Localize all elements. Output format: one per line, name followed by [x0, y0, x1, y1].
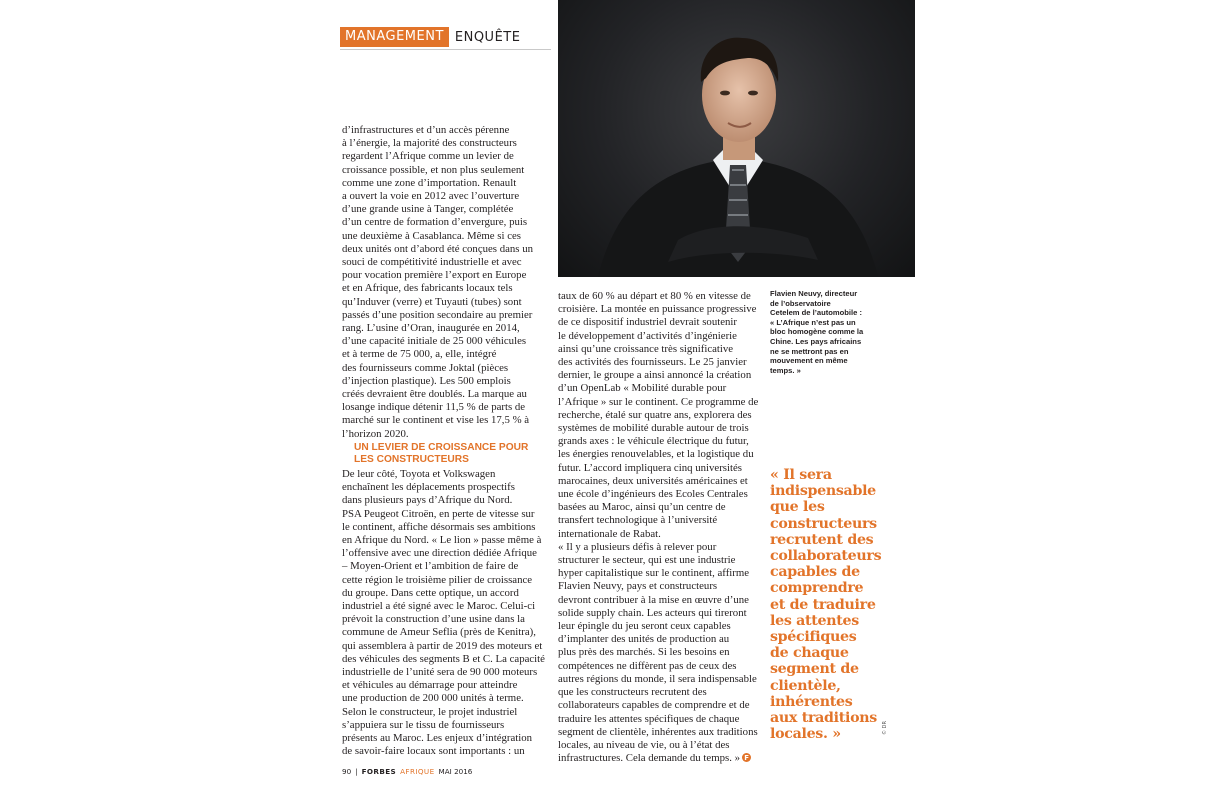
photo-credit: © DR: [882, 721, 888, 735]
section-tag: MANAGEMENT: [340, 27, 449, 47]
pull-quote: « Il sera indispensable que les constructeurs recrutent des collaborateurs capables de comprendre et de traduire les attentes spécifiques de chaque segment de clientèle, inhérentes aux traditions locales. »: [770, 467, 882, 743]
article-column-1-bottom: De leur côté, Toyota et Volkswagen enchaînent les déplacements prospectifs dans plusieurs pays d’Afrique du Nord. PSA Peugeot Citroën, en perte de vitesse sur le continent, affiche désormais ses ambitions en Afrique du Nord. « Le lion » passe même à l’offensive avec une direction dédiée Afrique – Moyen-Orient et l’ambition de faire de cette région le troisième pilier de croissance du groupe. Dans cette optique, un accord industriel a été signé avec le Maroc. Celui-ci prévoit la construction d’une usine dans la commune de Ameur Seflia (près de Kenitra), qui assemblera à partir de 2019 des moteurs et des véhicules des segments B et C. La capacité industrielle de l’unité sera de 90 000 moteurs et véhicules au démarrage pour atteindre une production de 200 000 unités à terme. Selon le constructeur, le projet industriel s’appuiera sur le tissu de fournisseurs présents au Maroc. Les enjeux d’intégration de savoir-faire locaux sont importants : un: [342, 468, 545, 758]
article-column-1-top: d’infrastructures et d’un accès pérenne à l’énergie, la majorité des constructeurs regardent l’Afrique comme un levier de croissance possible, et non plus seulement comme une zone d’importation. Renault a ouvert la voie en 2012 avec l’ouverture d’une grande usine à Tanger, complétée d’un centre de formation d’envergure, puis une deuxième à Casablanca. Même si ces deux unités ont d’abord été conçues dans un souci de compétitivité industrielle et avec pour vocation première l’export en Europe et en Afrique, des fabricants locaux tels qu’Induver (verre) et Tuyauti (tubes) sont passés d’une position secondaire au premier rang. L’usine d’Oran, inaugurée en 2014, d’une capacité initiale de 25 000 véhicules et à terme de 75 000, a, elle, intégré des fournisseurs comme Joktal (pièces d’injection plastique). Les 500 emplois créés devraient être doublés. La marque au losange indique détenir 11,5 % de parts de marché sur le continent et vise les 17,5 % à l’horizon 2020.: [342, 124, 533, 440]
section-kicker: ENQUÊTE: [454, 29, 521, 45]
article-column-2-text: taux de 60 % au départ et 80 % en vitesse de croisière. La montée en puissance progressive de ce dispositif industriel devrait soutenir le développement d’activités d’ingénierie ainsi qu’une croissance très significative des activités des fournisseurs. Le 25 janvier dernier, le groupe a ainsi annoncé la création d’un OpenLab « Mobilité durable pour l’Afrique » sur le continent. Ce programme de recherche, étalé sur quatre ans, explorera des systèmes de mobilité durable autour de trois grands axes : le véhicule électrique du futur, les énergies renouvelables, et la logistique du futur. L’accord impliquera cinq universités marocaines, deux universités américaines et une école d’ingénieurs des Ecoles Centrales basées au Maroc, ainsi qu’un centre de transfert technologique à l’université internationale de Rabat. « Il y a plusieurs défis à relever pour structurer le secteur, qui est une industrie hyper capitalistique sur le continent, affirme Flavien Neuvy, pays et constructeurs devront contribuer à la mise en œuvre d’une solide supply chain. Les acteurs qui tireront leur épingle du jeu seront ceux capables d’implanter des unités de production au plus près des marchés. Si les besoins en compétences ne diffèrent pas de ceux des autres régions du monde, il sera indispensable que les constructeurs recrutent des collaborateurs capables de comprendre et de traduire les attentes spécifiques de chaque segment de clientèle, inhérentes aux traditions locales, au niveau de vie, ou à l’état des infrastructures. Cela demande du temps. »: [558, 290, 759, 765]
portrait-photo: [558, 0, 915, 277]
issue-date: MAI 2016: [438, 767, 473, 776]
end-mark-glyph: [742, 753, 751, 762]
end-mark-letter: F: [744, 754, 749, 763]
end-of-article-icon: [742, 753, 751, 762]
article-subhead: UN LEVIER DE CROISSANCE POUR LES CONSTRUCTEURS: [354, 442, 529, 465]
photo-caption: Flavien Neuvy, directeur de l’observatoire Cetelem de l’automobile : « L’Afrique n’est pas un bloc homogène comme la Chine. Les pays africains ne se mettront pas en mouvement en même temps. »: [770, 289, 864, 375]
magazine-brand: FORBES: [361, 767, 397, 776]
folio-separator: |: [355, 767, 358, 776]
section-rubric: [340, 27, 520, 47]
portrait-illustration: [558, 0, 915, 277]
magazine-brand-suffix: AFRIQUE: [400, 767, 435, 776]
article-column-2: [558, 290, 762, 765]
page-footer: [342, 767, 472, 776]
page-number: 90: [342, 767, 352, 776]
header-rule: [340, 49, 551, 50]
